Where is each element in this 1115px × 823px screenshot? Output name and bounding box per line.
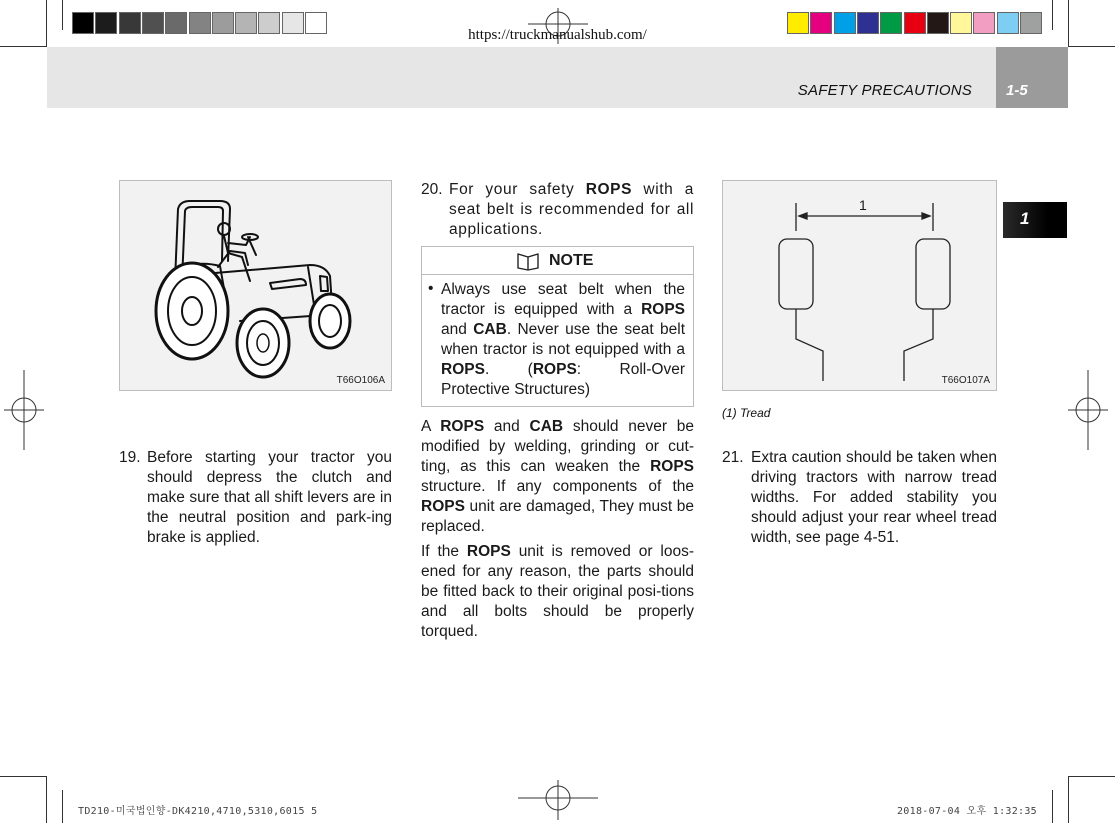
- book-icon: [516, 251, 540, 271]
- dimension-label: 1: [859, 197, 867, 213]
- item-20-number: 20.: [421, 181, 443, 198]
- chapter-number: 1: [1020, 209, 1030, 228]
- rops-removal-paragraph: If the ROPS unit is removed or loos-ened for any reason, the parts should be fitted back to their original posi-tions and all bolts should be properly torqued.: [421, 543, 694, 640]
- note-box: [421, 246, 694, 407]
- item-20-text: For your safety ROPS with a seat belt is recommended for all applications.: [449, 181, 695, 238]
- note-title: NOTE: [549, 252, 594, 269]
- item-21-number: 21.: [722, 449, 744, 466]
- note-bullet: •: [428, 280, 434, 297]
- rops-modification-paragraph: A ROPS and CAB should never be modified by welding, grinding or cut-ting, as this can weaken the ROPS structure. If any components of the ROPS unit are damaged, They must be replaced.: [421, 418, 695, 535]
- footer-file-info: TD210-미국법인향-DK4210,4710,5310,6015 5: [78, 806, 318, 817]
- page-number: 1-5: [1006, 82, 1028, 99]
- tractor-illustration-icon: [120, 181, 393, 392]
- registration-mark-right-icon: [1068, 370, 1108, 450]
- tread-caption: (1) Tread: [722, 406, 771, 420]
- chapter-tab: [1003, 202, 1067, 238]
- section-title: SAFETY PRECAUTIONS: [797, 82, 972, 99]
- tread-width-figure: [722, 180, 997, 391]
- note-header: [422, 247, 693, 275]
- item-21-text: Extra caution should be taken when driving tractors with narrow tread widths. For added stability you should adjust your rear wheel tread width, see page 4-51.: [751, 449, 997, 546]
- tractor-rops-figure: [119, 180, 392, 391]
- figure-code: T66O106A: [336, 375, 385, 386]
- figure-code: T66O107A: [941, 375, 990, 386]
- note-text: Always use seat belt when the tractor is equipped with a ROPS and CAB. Never use the seat belt when tractor is not equipped with a ROPS. (ROPS: Roll-Over Protective Structures): [441, 281, 686, 398]
- item-19-text: Before starting your tractor you should depress the clutch and make sure that all shift levers are in the neutral position and park-ing brake is applied.: [147, 449, 392, 546]
- registration-mark-bottom-icon: [518, 780, 598, 820]
- item-19-number: 19.: [119, 449, 141, 466]
- registration-mark-left-icon: [4, 370, 44, 450]
- source-url[interactable]: https://truckmanualshub.com/: [468, 27, 647, 43]
- footer-timestamp: 2018-07-04 오후 1:32:35: [896, 806, 1037, 817]
